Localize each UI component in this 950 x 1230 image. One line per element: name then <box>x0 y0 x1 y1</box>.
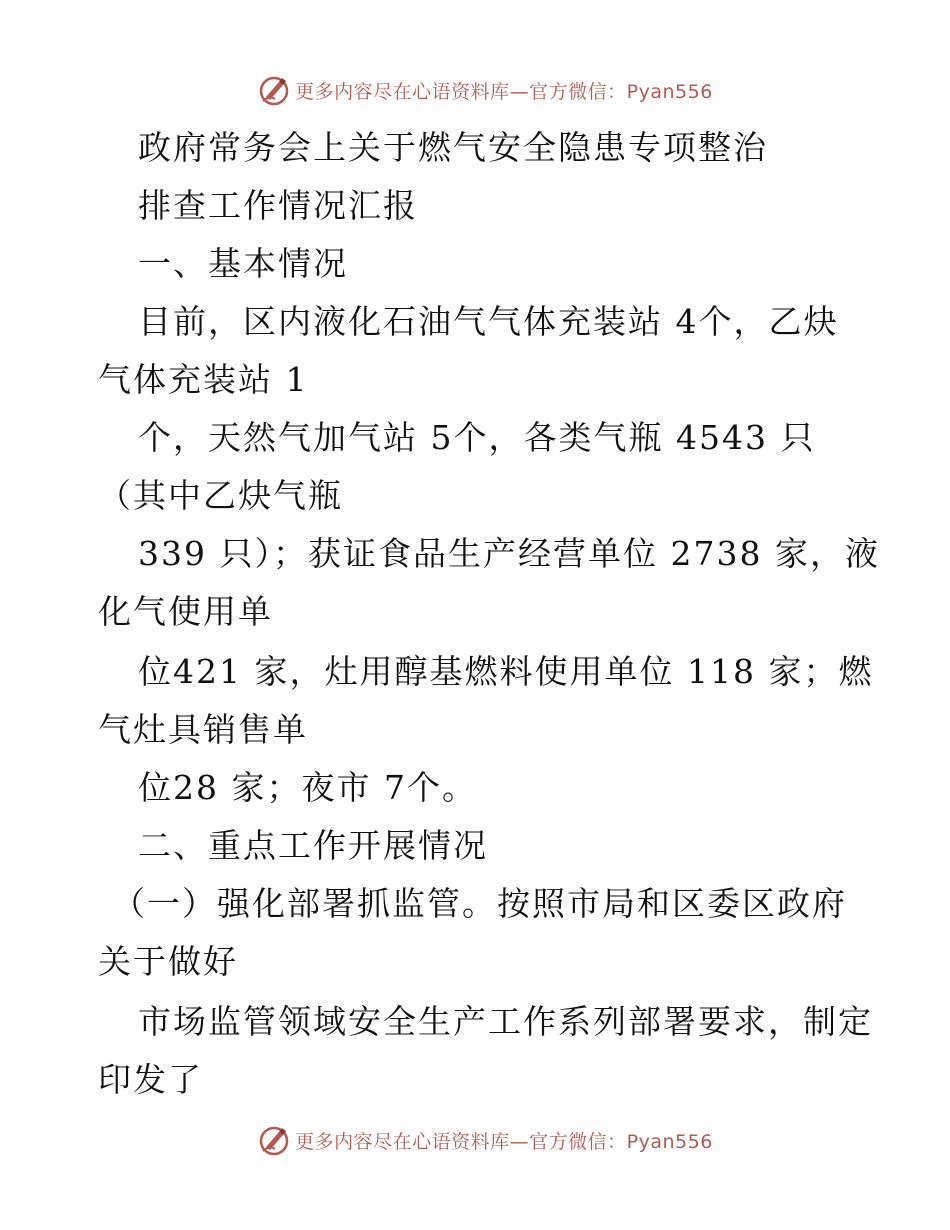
footer-watermark <box>0 1120 950 1160</box>
section-heading-2: 二、重点工作开展情况 <box>138 826 488 865</box>
paragraph-line: 气体充装站 1 <box>98 360 309 399</box>
doc-title-line-2: 排查工作情况汇报 <box>138 186 418 225</box>
paragraph-line: 339 只）；获证食品生产经营单位 2738 家，液 <box>138 534 880 573</box>
paragraph-line: 印发了 <box>98 1060 203 1099</box>
paragraph-line: （一）强化部署抓监管。按照市局和区委区政府 <box>112 884 847 923</box>
paragraph-line: 化气使用单 <box>98 592 273 631</box>
paragraph-line: （其中乙炔气瓶 <box>98 476 343 515</box>
doc-title-line-1: 政府常务会上关于燃气安全隐患专项整治 <box>138 128 768 167</box>
section-heading-1: 一、基本情况 <box>138 244 348 283</box>
paragraph-line: 位421 家，灶用醇基燃料使用单位 118 家；燃 <box>138 652 874 691</box>
pen-logo-icon <box>257 1123 291 1157</box>
watermark-text: 更多内容尽在心语资料库—官方微信：Pyan556 <box>295 80 713 103</box>
paragraph-line: 个，天然气加气站 5个，各类气瓶 4543 只 <box>138 418 816 457</box>
paragraph-line: 气灶具销售单 <box>98 710 308 749</box>
watermark-text: 更多内容尽在心语资料库—官方微信：Pyan556 <box>295 1130 713 1153</box>
paragraph-line: 关于做好 <box>98 942 238 981</box>
paragraph-line: 市场监管领域安全生产工作系列部署要求，制定 <box>138 1002 873 1041</box>
paragraph-line: 位28 家；夜市 7个。 <box>138 768 477 807</box>
pen-logo-icon <box>257 73 291 107</box>
paragraph-line: 目前，区内液化石油气气体充装站 4个，乙炔 <box>138 302 839 341</box>
header-watermark <box>0 70 950 110</box>
